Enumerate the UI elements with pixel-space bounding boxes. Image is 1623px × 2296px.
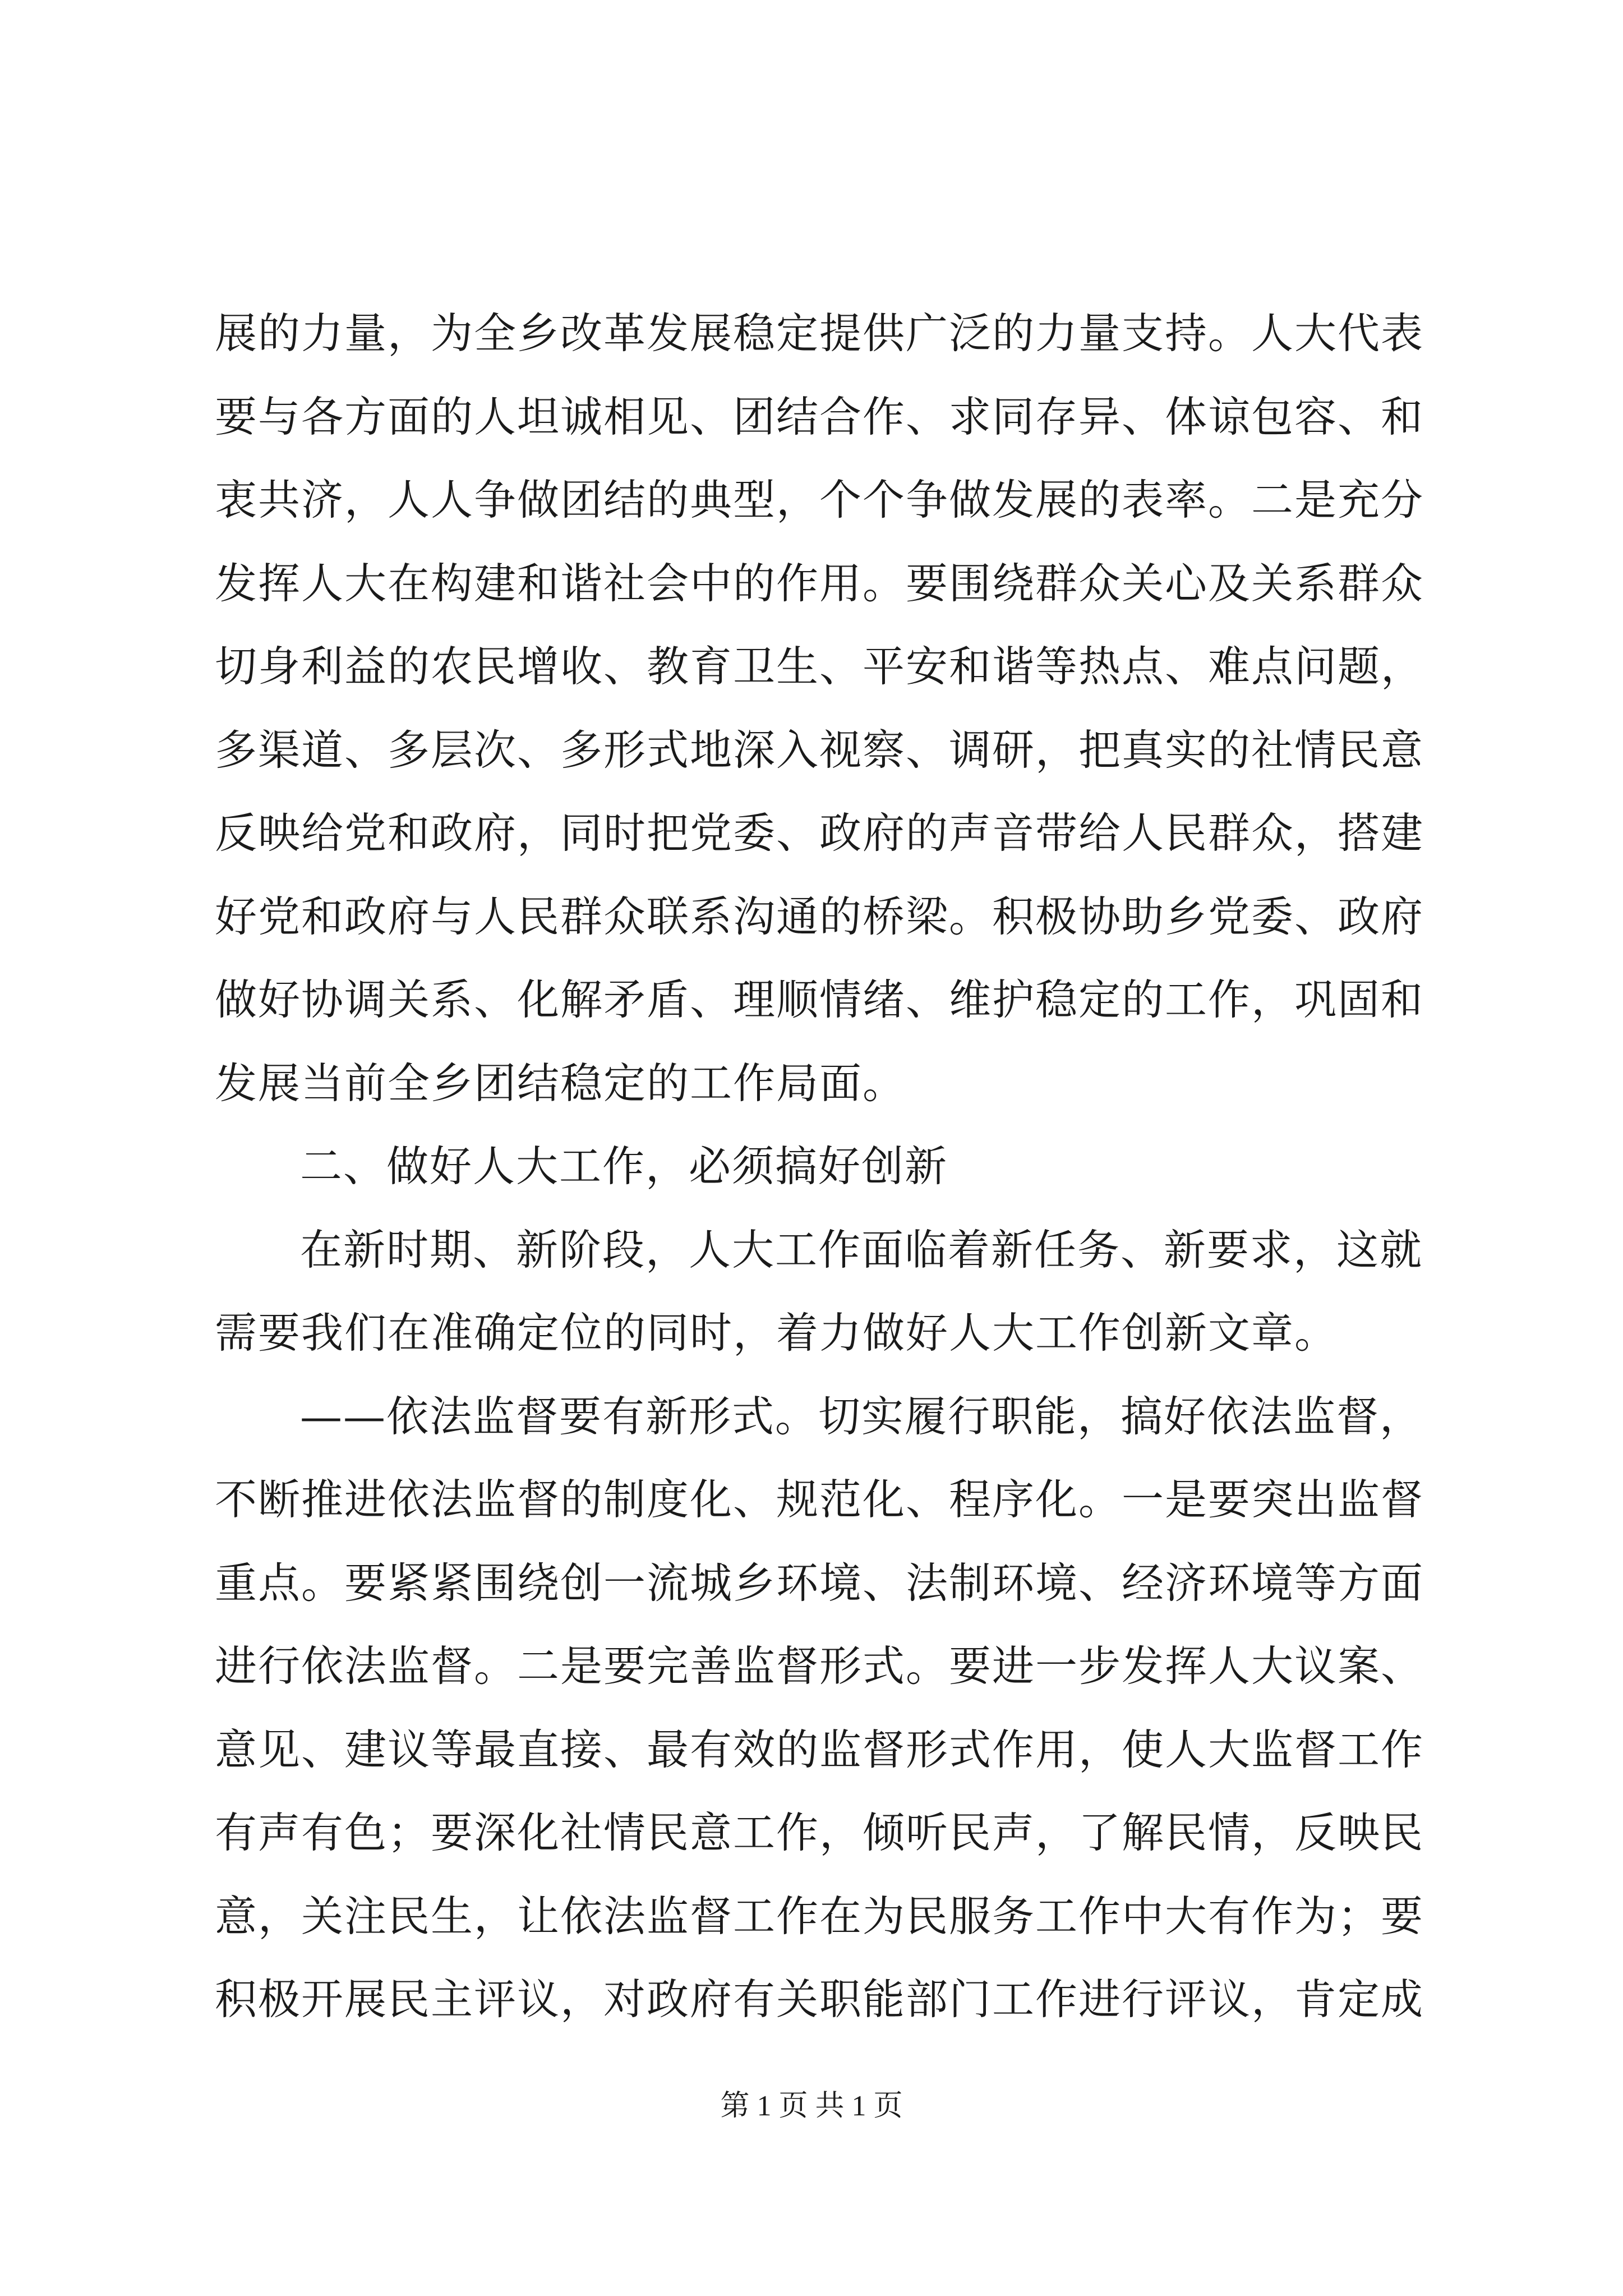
text-line: 好党和政府与人民群众联系沟通的桥梁。积极协助乡党委、政府: [215, 891, 1424, 941]
text-line: 重点。要紧紧围绕创一流城乡环境、法制环境、经济环境等方面: [215, 1558, 1424, 1608]
text-line: 发挥人大在构建和谐社会中的作用。要围绕群众关心及关系群众: [215, 558, 1424, 608]
text-line: 衷共济，人人争做团结的典型，个个争做发展的表率。二是充分: [215, 475, 1424, 524]
text-line: 进行依法监督。二是要完善监督形式。要进一步发挥人大议案、: [215, 1641, 1424, 1691]
paragraph-first-line: 在新时期、新阶段，人大工作面临着新任务、新要求，这就: [300, 1225, 1423, 1274]
text-line: 有声有色；要深化社情民意工作，倾听民声，了解民情，反映民: [215, 1808, 1424, 1857]
text-line: 切身利益的农民增收、教育卫生、平安和谐等热点、难点问题，: [215, 642, 1424, 691]
document-body: [215, 292, 1424, 2041]
paragraph-first-line: ——依法监督要有新形式。切实履行职能，搞好依法监督，: [300, 1391, 1423, 1441]
text-line: 意见、建议等最直接、最有效的监督形式作用，使人大监督工作: [215, 1724, 1424, 1774]
page-number-label: 第 1 页 共 1 页: [720, 2090, 903, 2122]
section-heading: 二、做好人大工作，必须搞好创新: [300, 1142, 948, 1191]
text-line: 做好协调关系、化解矛盾、理顺情绪、维护稳定的工作，巩固和: [215, 975, 1424, 1024]
text-line: 发展当前全乡团结稳定的工作局面。: [215, 1058, 906, 1108]
text-line: 反映给党和政府，同时把党委、政府的声音带给人民群众，搭建: [215, 808, 1424, 858]
text-line: 不断推进依法监督的制度化、规范化、程序化。一是要突出监督: [215, 1475, 1424, 1524]
text-line: 展的力量，为全乡改革发展稳定提供广泛的力量支持。人大代表: [215, 309, 1424, 358]
text-line: 多渠道、多层次、多形式地深入视察、调研，把真实的社情民意: [215, 725, 1424, 775]
text-line: 需要我们在准确定位的同时，着力做好人大工作创新文章。: [215, 1308, 1338, 1358]
text-line: 意，关注民生，让依法监督工作在为民服务工作中大有作为；要: [215, 1891, 1424, 1941]
page-footer: [0, 2087, 1623, 2126]
text-line: 要与各方面的人坦诚相见、团结合作、求同存异、体谅包容、和: [215, 392, 1424, 441]
text-line: 积极开展民主评议，对政府有关职能部门工作进行评议，肯定成: [215, 1975, 1424, 2024]
